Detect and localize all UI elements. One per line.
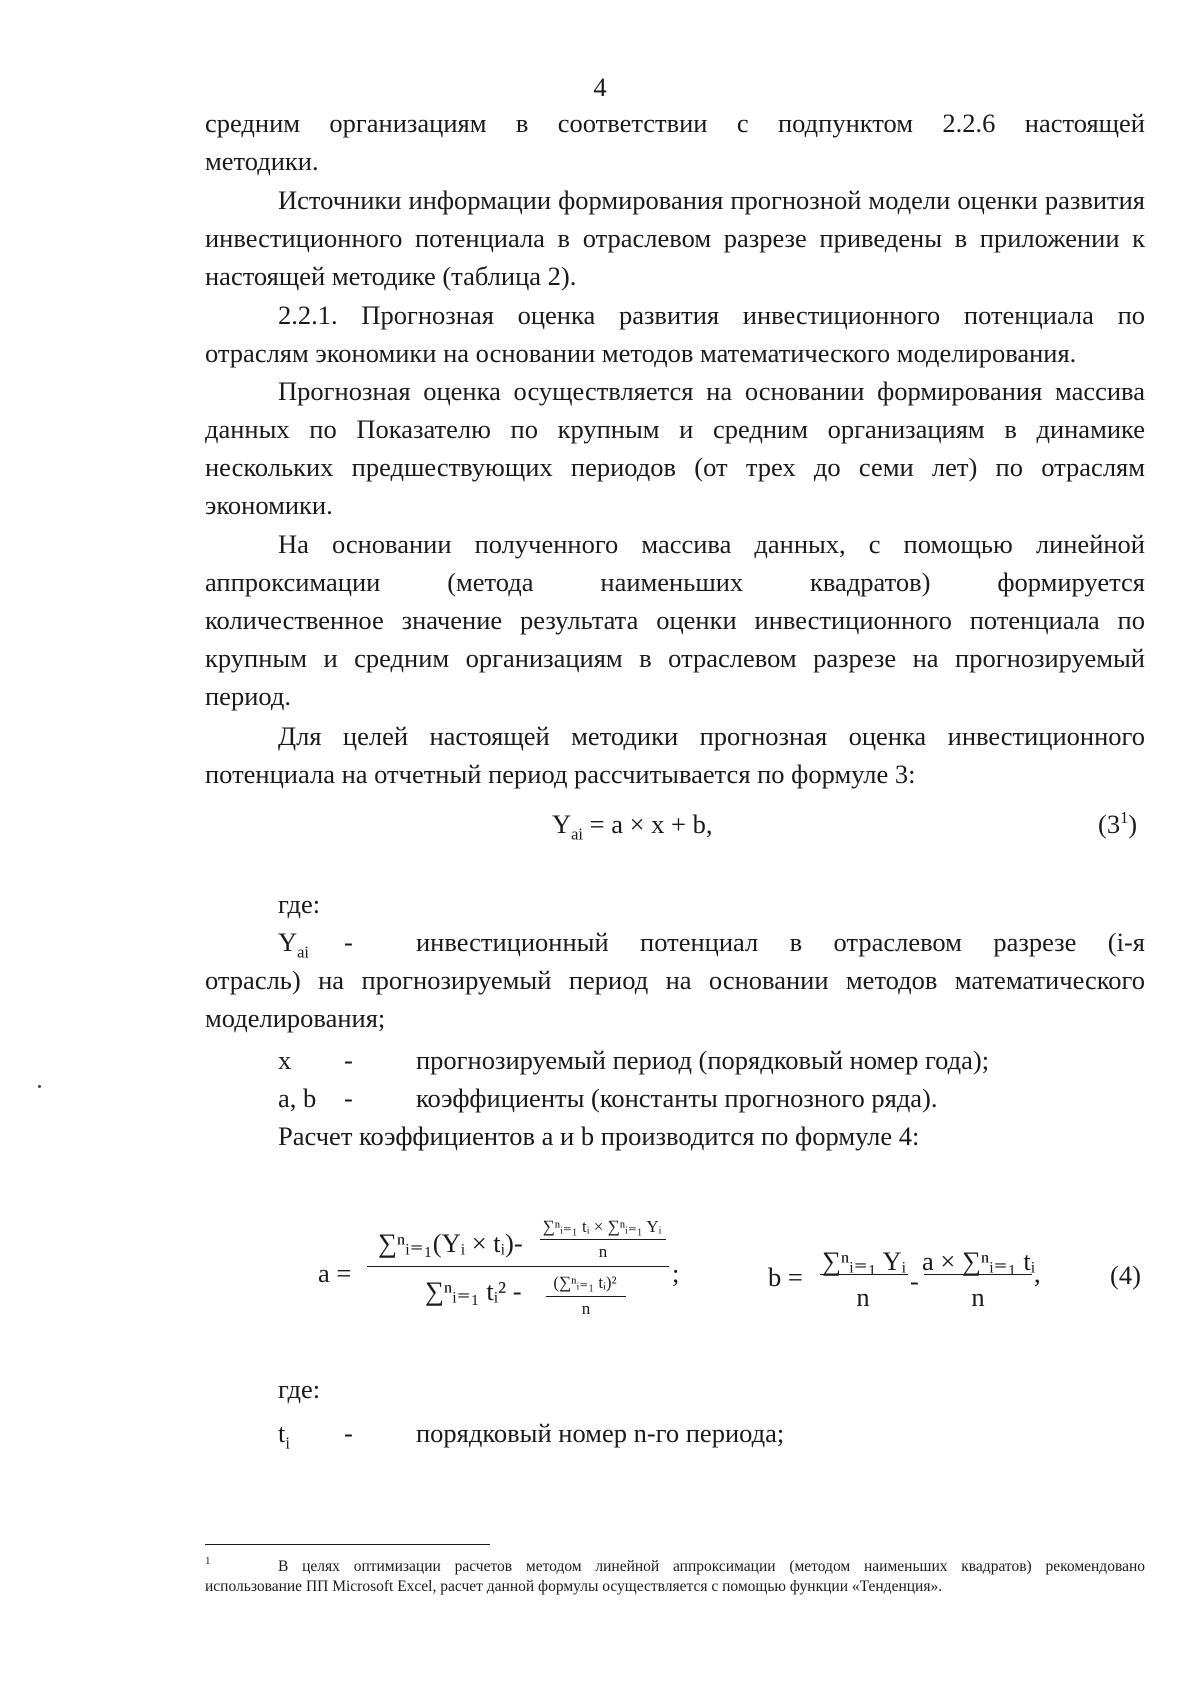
paragraph-line: средним организациям в соответствии с подпунктом 2.2.6 настоящей	[205, 108, 1145, 138]
definition-dash: -	[344, 1045, 353, 1075]
formula-4-a-inner-numerator: ∑ⁿᵢ₌₁ tᵢ × ∑ⁿᵢ₌₁ Yᵢ	[542, 1217, 662, 1236]
formula-4	[0, 1200, 1200, 1330]
footnote-reference: 1	[1120, 808, 1129, 828]
definition-symbol: $Y_{ai}$	[278, 927, 309, 962]
formula-4-minus: -	[910, 1266, 919, 1296]
formula-4-a-inner-denominator: n	[598, 1242, 608, 1261]
word: (метода	[447, 567, 534, 597]
definition-text: прогнозируемый период (порядковый номер года);	[416, 1045, 990, 1075]
formula-4-number: (4)	[1110, 1260, 1141, 1290]
definition-dash: -	[344, 1418, 353, 1448]
paragraph-formula-intro	[205, 717, 1145, 793]
definition-text-continuation: отрасль) на прогнозируемый период на основании методов математического моделирования;	[205, 965, 1145, 1033]
formula-4-b-term1-denominator: n	[856, 1282, 870, 1312]
definition-symbol: $t_i$	[278, 1418, 290, 1453]
footnote	[205, 1557, 1145, 1597]
paragraph-section-2-2-1	[205, 296, 1145, 372]
paragraph-text: 2.2.1. Прогнозная оценка развития инвестиционного потенциала по отраслям экономики на основании методов математического моделирования.	[205, 300, 1145, 368]
word: наименьших	[600, 567, 744, 597]
footnote-mark: 1	[205, 1555, 211, 1567]
paragraph-line: методики.	[205, 146, 319, 176]
paragraph-line: На основании полученного массива данных, с помощью линейной	[278, 529, 1145, 559]
formula-4-b-lhs: b =	[768, 1262, 803, 1292]
fraction-bar	[820, 1274, 908, 1275]
fraction-bar	[546, 1296, 626, 1297]
formula-4-b-term2-denominator: n	[971, 1282, 985, 1312]
definition-dash: -	[344, 1083, 353, 1113]
definition-row	[205, 1414, 1145, 1452]
scan-speck	[38, 1085, 41, 1088]
paragraph-approximation	[205, 525, 1145, 715]
definition-text: инвестиционный потенциал в отраслевом разрезе (i-я	[416, 927, 1145, 957]
formula-4-a-denominator: ∑ⁿᵢ₌₁ tᵢ² -	[425, 1276, 522, 1306]
formula-4-b-term2-numerator: a × ∑ⁿᵢ₌₁ tᵢ	[922, 1246, 1036, 1276]
page-number: 4	[593, 72, 607, 102]
word: аппроксимации	[205, 567, 381, 597]
paragraph-text: Прогнозная оценка осуществляется на основании формирования массива данных по Показателю по крупным и средним организациям в динамике нескольких предшествующих периодов (от трех до семи лет) по отраслям экономики.	[205, 376, 1145, 520]
word: квадратов)	[810, 567, 931, 597]
definition-symbol: a, b	[278, 1083, 317, 1113]
where-label: где:	[278, 889, 321, 919]
formula-4-b-term1-numerator: ∑ⁿᵢ₌₁ Yᵢ	[822, 1246, 906, 1276]
footnote-text: В целях оптимизации расчетов методом линейной аппроксимации (методом наименьших квадратов) рекомендовано использование ПП Microsoft Excel, расчет данной формулы осуществляется с помощью функции «Тенденция».	[205, 1558, 1145, 1595]
formula-3-expression: $Y_{ai} = a \times x + b$,	[552, 809, 713, 844]
paragraph-text: Источники информации формирования прогнозной модели оценки развития инвестиционного потенциала в отраслевом разрезе приведены в приложении к настоящей методике (таблица 2).	[205, 185, 1145, 291]
definition-text: коэффициенты (константы прогнозного ряда).	[416, 1083, 938, 1113]
word: формируется	[997, 567, 1145, 597]
where-label: где:	[278, 1374, 321, 1404]
definition-row	[205, 1079, 1145, 1117]
definitions-list	[205, 923, 1145, 1155]
formula-4-separator: ;	[672, 1258, 680, 1288]
definition-row	[205, 1041, 1145, 1079]
definition-text: порядковый номер n-го периода;	[416, 1418, 785, 1448]
formula-4-comma: ,	[1034, 1258, 1041, 1288]
definition-dash: -	[344, 927, 353, 957]
definition-row	[205, 923, 1145, 961]
paragraph-forecast	[205, 372, 1145, 524]
formula-4-a-lhs: a =	[318, 1258, 352, 1288]
fraction-bar	[367, 1266, 669, 1267]
paragraph-continuation	[205, 104, 1145, 180]
paragraph-line	[205, 563, 1145, 601]
paragraph-text: Для целей настоящей методики прогнозная оценка инвестиционного потенциала на отчетный период рассчитывается по формуле 3:	[205, 721, 1145, 789]
definition-symbol: x	[278, 1045, 292, 1075]
paragraph-text: количественное значение результата оценки инвестиционного потенциала по крупным и средним организациям в отраслевом разрезе на прогнозируемый период.	[205, 605, 1145, 711]
paragraph-sources	[205, 181, 1145, 295]
fraction-bar	[540, 1239, 666, 1240]
formula-4-a-inner-denominator: n	[581, 1299, 591, 1318]
footnote-separator	[205, 1544, 490, 1545]
formula-4-a-numerator: ∑ⁿᵢ₌₁(Yᵢ × tᵢ)-	[378, 1228, 523, 1258]
formula-4-a-inner-numerator: (∑ⁿᵢ₌₁ tᵢ)²	[553, 1273, 617, 1292]
formula-3-number: $(3^1)$	[1098, 808, 1138, 839]
fraction-bar	[924, 1274, 1032, 1275]
formula-4-intro: Расчет коэффициентов a и b производится по формуле 4:	[278, 1121, 920, 1151]
